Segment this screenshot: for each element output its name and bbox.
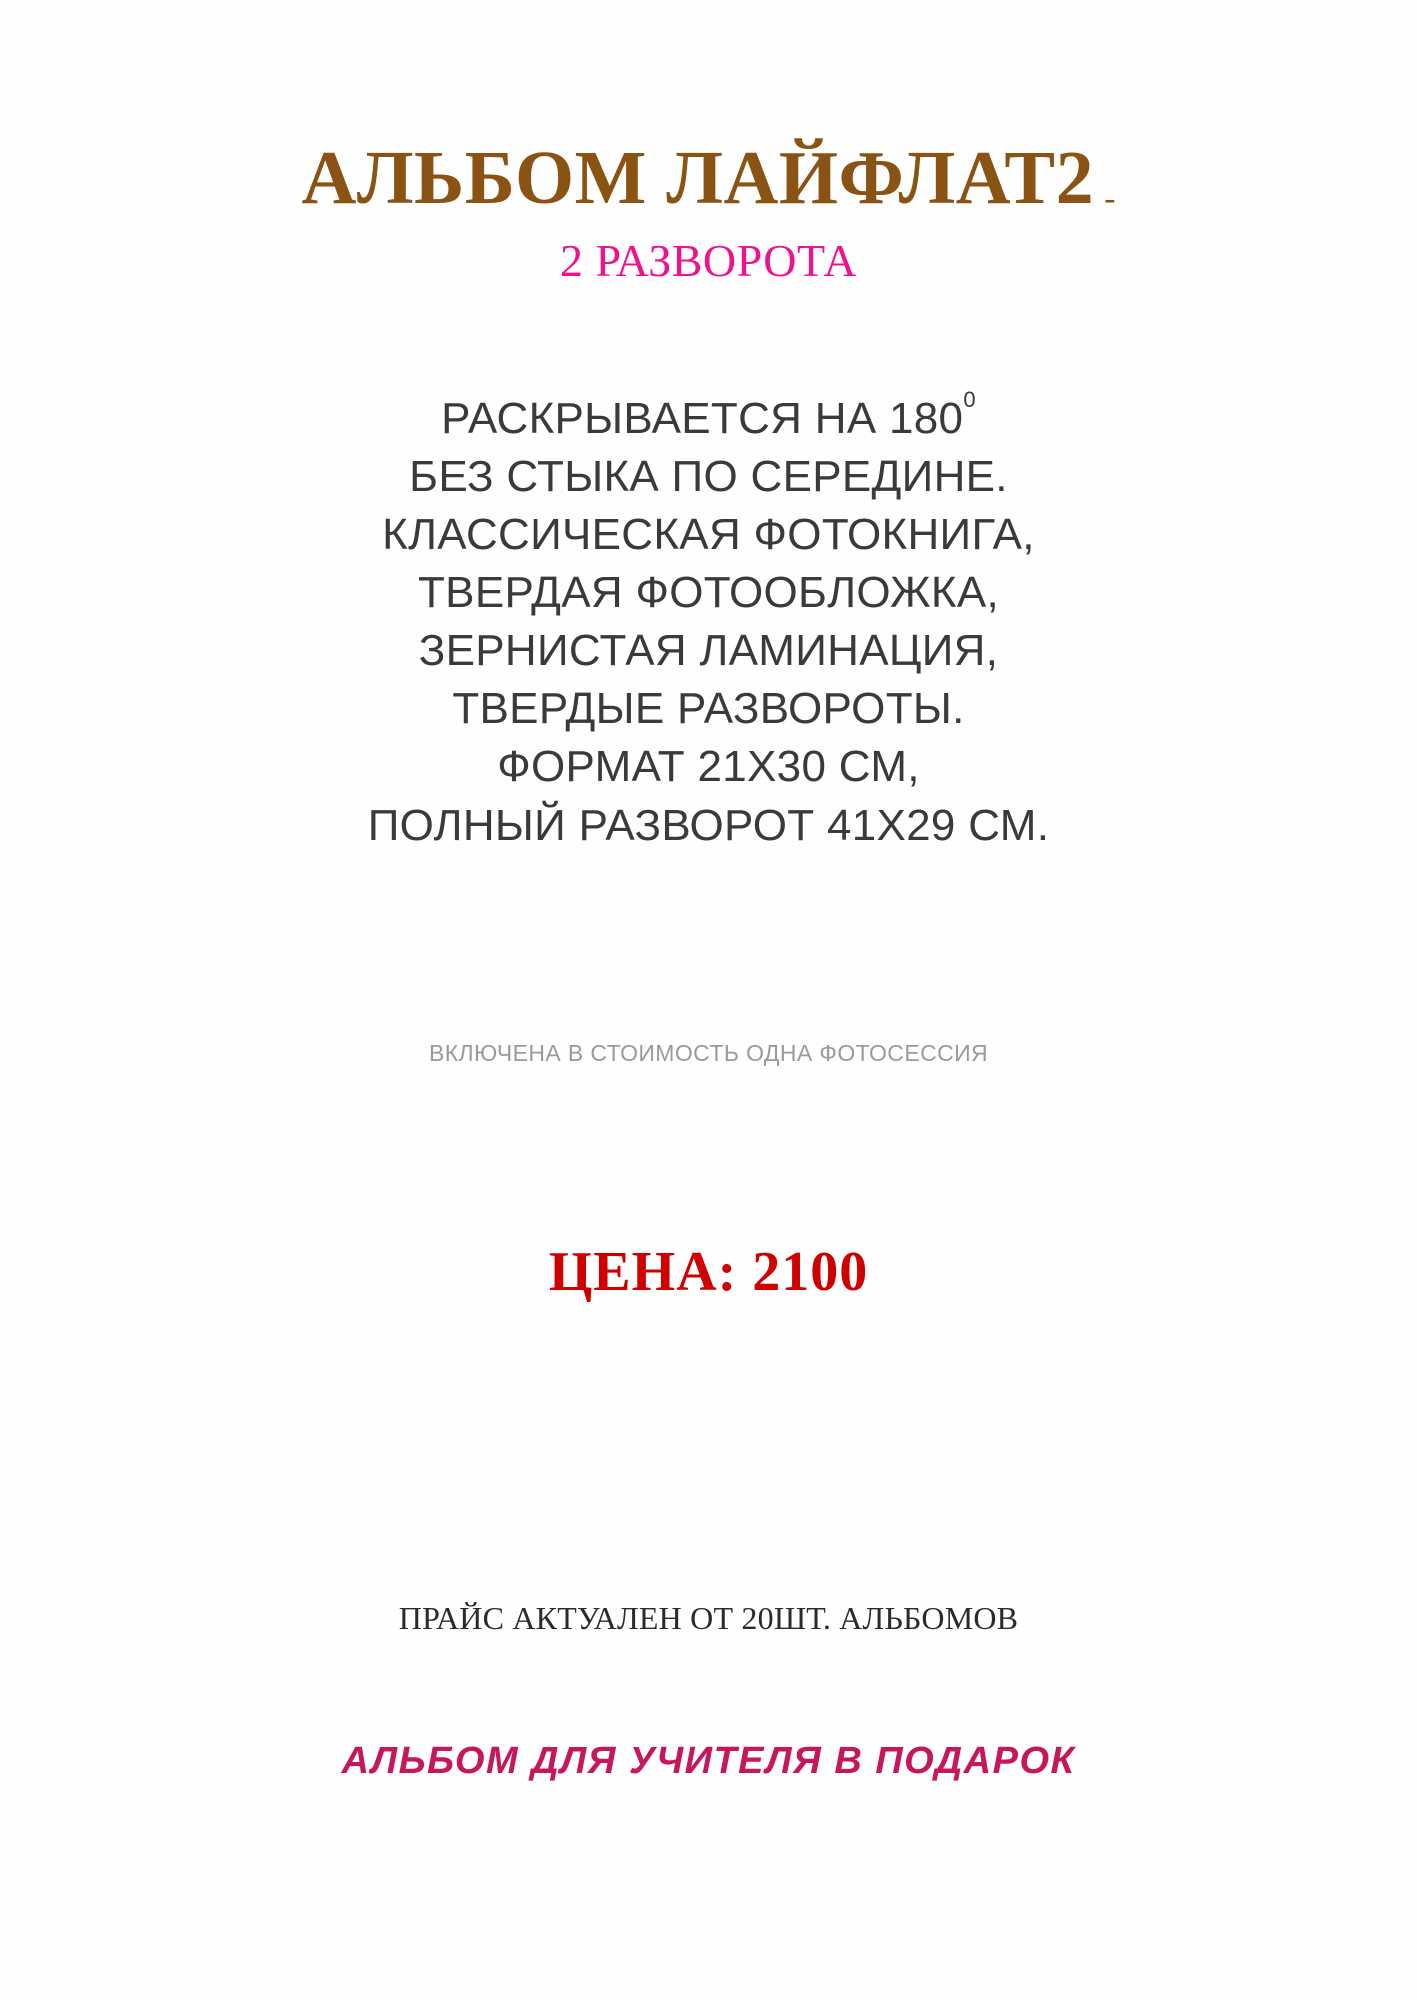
description-line: ФОРМАТ 21Х30 СМ, (497, 742, 920, 792)
gift-note: АЛЬБОМ ДЛЯ УЧИТЕЛЯ В ПОДАРОК (341, 1740, 1076, 1782)
description-line: БЕЗ СТЫКА ПО СЕРЕДИНЕ. (409, 452, 1008, 502)
description-block (0, 387, 1417, 855)
title-block (0, 136, 1417, 287)
description-line: ТВЕРДЫЕ РАЗВОРОТЫ. (452, 684, 965, 734)
description-line: КЛАССИЧЕСКАЯ ФОТОКНИГА, (382, 510, 1035, 560)
description-line: ТВЕРДАЯ ФОТООБЛОЖКА, (418, 568, 999, 618)
description-line: ЗЕРНИСТАЯ ЛАМИНАЦИЯ, (418, 626, 999, 676)
title-row (0, 136, 1417, 220)
price-label: ЦЕНА: 2100 (548, 1241, 869, 1303)
description-line: ПОЛНЫЙ РАЗВОРОТ 41Х29 СМ. (367, 800, 1050, 850)
price-validity-note: ПРАЙС АКТУАЛЕН ОТ 20ШТ. АЛЬБОМОВ (398, 1600, 1019, 1636)
description-line-text: РАСКРЫВАЕТСЯ НА 180 (441, 394, 964, 443)
title-dash: - (1104, 179, 1116, 217)
degree-symbol: 0 (963, 387, 976, 413)
page-title: АЛЬБОМ ЛАЙФЛАТ2 (301, 136, 1095, 220)
description-line (0, 387, 1417, 448)
included-note: ВКЛЮЧЕНА В СТОИМОСТЬ ОДНА ФОТОСЕССИЯ (428, 1040, 989, 1066)
page-subtitle: 2 РАЗВОРОТА (559, 234, 858, 286)
